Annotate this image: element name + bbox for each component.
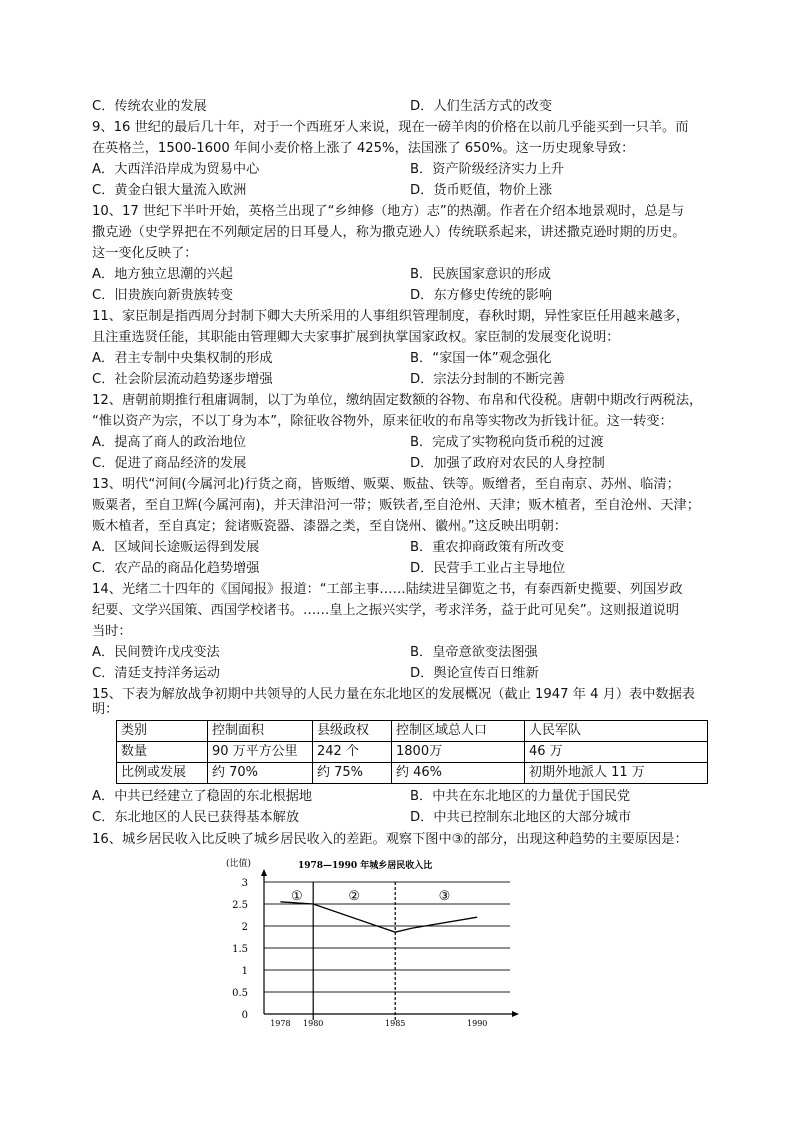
y-tick-label: 1 — [241, 966, 248, 977]
x-tick-label: 1980 — [303, 1019, 324, 1028]
table-cell: 242 个 — [313, 742, 392, 763]
table-cell: 比例或发展 — [117, 763, 208, 784]
q16-stem-1: 16、城乡居民收入比反映了城乡居民收入的差距。观察下图中③的部分，出现这种趋势的主要原因是： — [92, 832, 688, 847]
q12-option-c: C．促进了商品经济的发展 — [92, 456, 247, 471]
income-ratio-chart — [218, 852, 528, 1032]
table-cell: 类别 — [117, 721, 208, 742]
table-cell: 1800万 — [392, 742, 525, 763]
q15-table — [116, 720, 708, 784]
q9-option-d: D．货币贬值，物价上涨 — [410, 183, 553, 198]
q12-stem-2: “惟以资产为宗，不以丁身为本”，除征收谷物外，原来征收的布帛等实物改为折钱计征。这一转变： — [92, 414, 673, 429]
q15-stem-1: 15、下表为解放战争初期中共领导的人民力量在东北地区的发展概况（截止 1947 年 4 月）表中数据表 — [92, 687, 695, 702]
table-row — [117, 763, 708, 784]
table-cell: 控制区域总人口 — [392, 721, 525, 742]
q9-option-a: A．大西洋沿岸成为贸易中心 — [92, 162, 260, 177]
q13-option-b: B．重农抑商政策有所改变 — [410, 540, 565, 555]
q13-stem-3: 贩木植者，至自真定；瓮诸贩瓷器、漆器之类，至自饶州、徽州。”这反映出明朝： — [92, 519, 567, 534]
q8-option-c: C．传统农业的发展 — [92, 99, 207, 114]
y-tick-label: 0.5 — [232, 988, 248, 999]
q15-stem-2: 明： — [92, 702, 119, 717]
q12-option-b: B．完成了实物税向货币税的过渡 — [410, 435, 604, 450]
income-ratio-line — [280, 902, 477, 932]
q10-stem-2: 撒克逊（史学界把在不列颠定居的日耳曼人，称为撒克逊人）传统联系起来，讲述撒克逊时期的历史。 — [92, 225, 686, 240]
y-axis-arrow — [261, 869, 267, 876]
q11-option-d: D．宗法分封制的不断完善 — [410, 372, 566, 387]
x-tick-label: 1990 — [467, 1019, 488, 1028]
q13-option-c: C．农产品的商品化趋势增强 — [92, 561, 260, 576]
q15-option-b: B．中共在东北地区的力量优于国民党 — [410, 789, 631, 804]
q9-stem-1: 9、16 世纪的最后几十年，对于一个西班牙人来说，现在一磅羊肉的价格在以前几乎能买到一只羊。而 — [92, 120, 689, 135]
q10-option-b: B．民族国家意识的形成 — [410, 267, 551, 282]
segment-label: ② — [348, 889, 361, 904]
q13-stem-1: 13、明代“河间(今属河北)行货之商，皆贩缯、贩粟、贩盐、铁等。贩缯者，至自南京、苏州、临清； — [92, 477, 680, 492]
table-cell: 约 75% — [313, 763, 392, 784]
table-cell: 约 70% — [208, 763, 313, 784]
q13-stem-2: 贩粟者，至自卫辉(今属河南)，并天津沿河一带；贩铁者,至自沧州、天津；贩木植者，至自沧州、天津； — [92, 498, 700, 513]
table-cell: 90 万平方公里 — [208, 742, 313, 763]
q9-stem-2: 在英格兰，1500-1600 年间小麦价格上涨了 425%，法国涨了 650%。这一历史现象导致： — [92, 141, 635, 156]
q11-stem-1: 11、家臣制是指西周分封制下卿大夫所采用的人事组织管理制度，春秋时期，异性家臣任用越来越多， — [92, 309, 690, 324]
q14-stem-2: 纪要、文学兴国策、西国学校诸书。……皇上之振兴实学，考求洋务，益于此可见矣”。这则报道说明 — [92, 603, 680, 618]
table-cell: 46 万 — [525, 742, 708, 763]
q9-option-b: B．资产阶级经济实力上升 — [410, 162, 565, 177]
q11-option-b: B．“家国一体”观念强化 — [410, 351, 552, 366]
table-cell: 县级政权 — [313, 721, 392, 742]
segment-label: ① — [290, 889, 303, 904]
q11-option-c: C．社会阶层流动趋势逐步增强 — [92, 372, 273, 387]
x-axis-arrow — [512, 1011, 519, 1017]
q12-stem-1: 12、唐朝前期推行租庸调制，以丁为单位，缴纳固定数额的谷物、布帛和代役税。唐朝中期改行两税法， — [92, 393, 703, 408]
q10-option-c: C．旧贵族向新贵族转变 — [92, 288, 234, 303]
q10-option-a: A．地方独立思潮的兴起 — [92, 267, 233, 282]
q15-option-a: A．中共已经建立了稳固的东北根据地 — [92, 789, 313, 804]
q13-option-a: A．区域间长途贩运得到发展 — [92, 540, 260, 555]
q14-option-a: A．民间赞许戊戌变法 — [92, 645, 220, 660]
q10-option-d: D．东方修史传统的影响 — [410, 288, 553, 303]
q15-option-d: D．中共已控制东北地区的大部分城市 — [410, 810, 632, 825]
x-tick-label: 1985 — [385, 1019, 406, 1028]
q11-stem-2: 且注重选贤任能，其职能由管理卿大夫家事扩展到执掌国家政权。家臣制的发展变化说明： — [92, 330, 620, 345]
y-tick-label: 3 — [241, 878, 248, 889]
table-cell: 数量 — [117, 742, 208, 763]
q12-option-a: A．提高了商人的政治地位 — [92, 435, 247, 450]
q15-option-c: C．东北地区的人民已获得基本解放 — [92, 810, 300, 825]
q14-option-c: C．清廷支持洋务运动 — [92, 666, 220, 681]
q14-option-b: B．皇帝意欲变法图强 — [410, 645, 538, 660]
chart-title: 1978—1990 年城乡居民收入比 — [298, 861, 433, 871]
q8-option-d: D．人们生活方式的改变 — [410, 99, 553, 114]
q14-stem-3: 当时： — [92, 624, 132, 639]
chart-ylabel: (比值) — [226, 859, 252, 869]
x-tick-label: 1978 — [270, 1019, 291, 1028]
table-cell: 控制面积 — [208, 721, 313, 742]
table-cell: 人民军队 — [525, 721, 708, 742]
y-tick-label: 0 — [241, 1010, 248, 1021]
segment-label: ③ — [438, 889, 451, 904]
table-row — [117, 721, 708, 742]
q10-stem-1: 10、17 世纪下半叶开始，英格兰出现了“乡绅修（地方）志”的热潮。作者在介绍本地景观时，总是与 — [92, 204, 685, 219]
y-tick-label: 2 — [241, 922, 248, 933]
y-tick-label: 2.5 — [232, 900, 248, 911]
table-cell: 约 46% — [392, 763, 525, 784]
q13-option-d: D．民营手工业占主导地位 — [410, 561, 566, 576]
q14-stem-1: 14、光绪二十四年的《国闻报》报道：“工部主事……陆续进呈御览之书，有泰西新史揽要、列国岁政 — [92, 582, 683, 597]
table-row — [117, 742, 708, 763]
table-cell: 初期外地派人 11 万 — [525, 763, 708, 784]
q12-option-d: D．加强了政府对农民的人身控制 — [410, 456, 605, 471]
y-tick-label: 1.5 — [232, 944, 248, 955]
q11-option-a: A．君主专制中央集权制的形成 — [92, 351, 273, 366]
q14-option-d: D．舆论宣传百日维新 — [410, 666, 539, 681]
q9-option-c: C．黄金白银大量流入欧洲 — [92, 183, 247, 198]
q10-stem-3: 这一变化反映了： — [92, 246, 198, 261]
